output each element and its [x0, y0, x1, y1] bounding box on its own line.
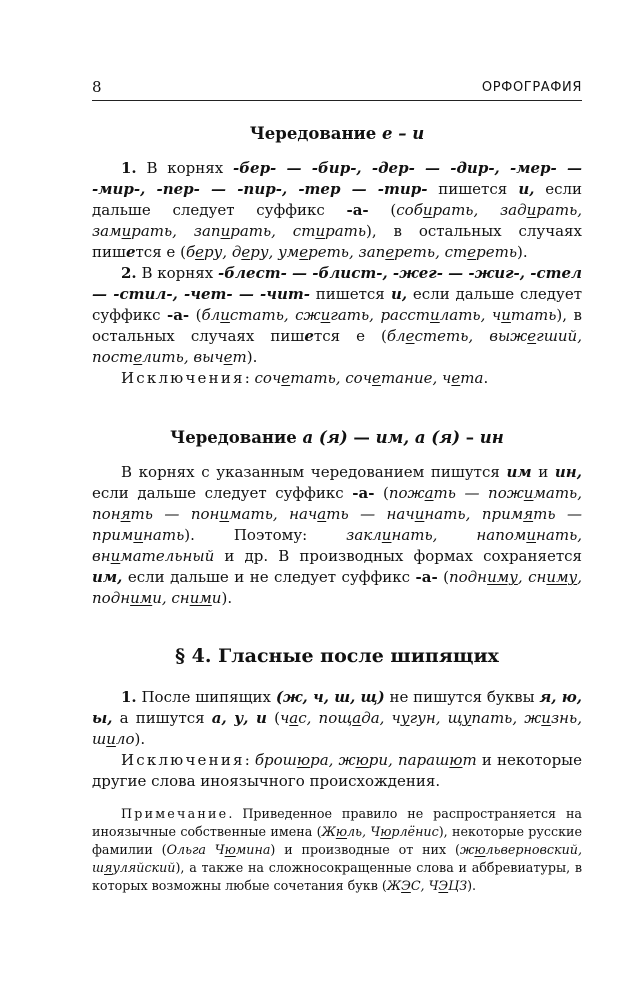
book-page	[92, 76, 582, 895]
page-header	[92, 76, 582, 101]
page-number: 8	[92, 78, 102, 96]
running-title: ОРФОГРАФИЯ	[481, 80, 582, 95]
rule-paragraph-2: 2. В корнях -блест- — -блист-, -жег- — -жиг-, -стел — -стил-, -чет- — -чит- пишется и, если дальше следует суффикс -а- (блистать, сжигать, расстилать, читать), в остальных случаях пишется е (блестеть, выжегший, постелить, вычет).	[92, 264, 582, 366]
exceptions-paragraph-sec4: Исключения: брошюра, жюри, парашют и некоторые другие слова иноязычного происхождения.	[92, 751, 582, 790]
section-heading-a-im	[92, 428, 582, 447]
chapter-heading-sec4	[92, 645, 582, 667]
note-paragraph: Примечание. Приведенное правило не распространяется на иноязычные собственные имена (Жюль, Чюрлёнис), некоторые русские фамилии (Ольга Чюмина) и производные от них (жюльверновский, шяуляйский), а также на сложносокращенные слова и аббревиатуры, в которых возможны любые сочетания букв (ЖЭС, ЧЭЦЗ).	[92, 806, 582, 893]
heading-text: Чередование а (я) — им, а (я) – ин	[170, 428, 504, 447]
heading-text: § 4. Гласные после шипящих	[175, 645, 499, 667]
rule-paragraph-1: 1. В корнях -бер- — -бир-, -дер- — -дир-, -мер- — -мир-, -пер- — -пир-, -тер — -тир- пишется и, если дальше следует суффикс -а- (собирать, задирать, замирать, запирать, стирать), в остальных случаях пишется е (беру, деру, умереть, запереть, стереть).	[92, 159, 582, 261]
heading-text: Чередование е – и	[249, 124, 425, 143]
exceptions-paragraph: Исключения: сочетать, сочетание, чета.	[121, 369, 489, 387]
section-heading-e-i	[92, 124, 582, 143]
rule-paragraph-sec4-1: 1. После шипящих (ж, ч, ш, щ) не пишутся буквы я, ю, ы, а пишутся а, у, и (час, пощада, чугун, щупать, жизнь, шило).	[92, 688, 582, 748]
rule-paragraph-a-im: В корнях с указанным чередованием пишутся им и ин, если дальше следует суффикс -а- (пожать — пожимать, понять — понимать, начать — начинать, примять — приминать). Поэтому: заклинать, напоминать, внимательный и др. В производных формах сохраняется им, если дальше и не следует суффикс -а- (подниму, сниму, подними, сними).	[92, 463, 582, 607]
